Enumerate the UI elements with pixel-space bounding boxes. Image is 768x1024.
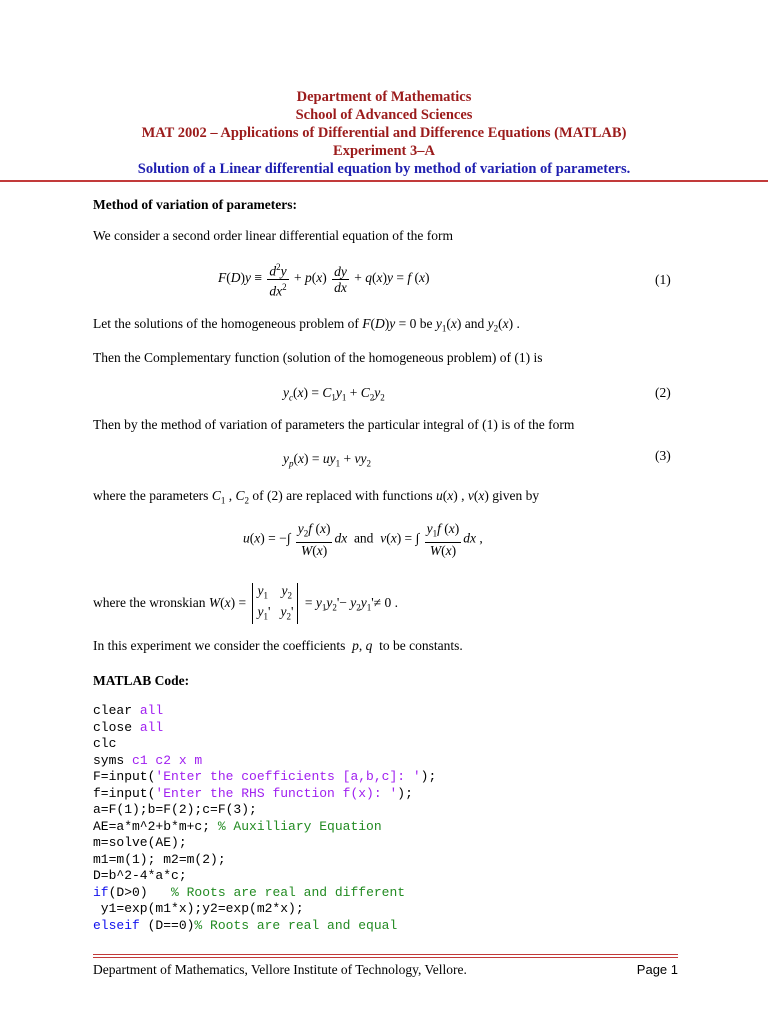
code-string: 'Enter the coefficients [a,b,c]: ' bbox=[155, 769, 421, 784]
paragraph-particular: Then by the method of variation of parameters the particular integral of (1) is of the form bbox=[93, 417, 575, 432]
paragraph-constants: In this experiment we consider the coefficients p, q to be constants. bbox=[93, 638, 463, 653]
code-text: F=input( bbox=[93, 769, 156, 784]
code-text: close bbox=[93, 719, 140, 735]
footer-text: Department of Mathematics, Vellore Institute of Technology, Vellore. bbox=[93, 962, 467, 977]
code-keyword: elseif bbox=[93, 917, 140, 933]
code-line bbox=[93, 901, 436, 918]
paragraph-complementary: Then the Complementary function (solution of the homogeneous problem) of (1) is bbox=[93, 350, 543, 365]
code-line bbox=[93, 918, 436, 935]
matlab-code-block bbox=[93, 703, 436, 934]
code-line bbox=[93, 753, 436, 770]
code-comment: % Auxilliary Equation bbox=[217, 818, 382, 834]
code-line bbox=[93, 802, 436, 819]
footer-rule bbox=[93, 954, 678, 958]
experiment-title: Experiment 3–A bbox=[333, 143, 435, 159]
code-line bbox=[93, 852, 436, 869]
header-rule bbox=[0, 180, 768, 182]
code-text: clear bbox=[93, 703, 140, 718]
code-string: all bbox=[139, 703, 164, 718]
equation-3-number: (3) bbox=[655, 448, 671, 463]
code-text: ); bbox=[420, 769, 437, 784]
code-line bbox=[93, 769, 436, 786]
code-string: c1 c2 x m bbox=[132, 752, 203, 768]
code-title: MATLAB Code: bbox=[93, 673, 190, 688]
school-title: School of Advanced Sciences bbox=[295, 107, 473, 123]
topic-title: Solution of a Linear differential equation by method of variation of parameters. bbox=[137, 161, 631, 177]
section-title: Method of variation of parameters: bbox=[93, 197, 297, 212]
paragraph-parameters: where the parameters $C_1$ , $C_2$ of (2) are replaced with functions u(x) , v(x) given by bbox=[93, 488, 540, 506]
code-text: D=b^2-4*a*c; bbox=[93, 868, 187, 883]
code-line bbox=[93, 835, 436, 852]
code-line bbox=[93, 885, 436, 902]
paragraph-homogeneous: Let the solutions of the homogeneous problem of F(D)y = 0 be $y_1(x)$ and $y_2(x)$ . bbox=[93, 316, 520, 334]
equation-1: F(D)y ≡ $\frac{d^2y}{dx^2}$ + p(x) $\frac{dy}{dx}$ + q(x)y = f (x) bbox=[218, 262, 430, 298]
code-text: syms bbox=[93, 752, 133, 768]
code-text: clc bbox=[93, 736, 117, 751]
equation-3: $y_p(x) = uy_1 + vy_2$ bbox=[283, 451, 371, 469]
code-string: 'Enter the RHS function f(x): ' bbox=[155, 785, 398, 801]
code-text: m1=m(1); m2=m(2); bbox=[93, 851, 226, 867]
code-string: all bbox=[139, 719, 164, 735]
code-line bbox=[93, 786, 436, 803]
code-line bbox=[93, 736, 436, 753]
code-line bbox=[93, 819, 436, 836]
code-text: AE=a*m^2+b*m+c; bbox=[93, 818, 218, 834]
paragraph-wronskian: where the wronskian W(x) = $y_1$ $y_2$ $y_1'$ $y_2'$ = $y_1y_2'- y_2y_1'\ne 0$ . bbox=[93, 583, 398, 624]
code-text: (D==0) bbox=[139, 917, 195, 933]
dept-title: Department of Mathematics bbox=[296, 89, 472, 105]
code-text: ); bbox=[397, 785, 413, 801]
code-text: a=F(1);b=F(2);c=F(3); bbox=[93, 802, 257, 817]
code-comment: % Roots are real and equal bbox=[194, 917, 398, 933]
equation-u-v: u(x) = −∫ $\frac{y_2f (x)}{W(x)}$ dx and v(x) = ∫ $\frac{y_1f (x)}{W(x)}$ dx , bbox=[243, 521, 483, 558]
equation-2: $y_c(x) = C_1y_1 + C_2y_2$ bbox=[283, 385, 385, 403]
code-line bbox=[93, 868, 436, 885]
code-text: (D>0) bbox=[108, 884, 172, 900]
code-text: m=solve(AE); bbox=[93, 835, 187, 850]
paragraph-intro: We consider a second order linear differential equation of the form bbox=[93, 228, 454, 243]
code-text: f=input( bbox=[93, 785, 156, 801]
equation-1-number: (1) bbox=[655, 272, 671, 287]
equation-2-number: (2) bbox=[655, 385, 671, 400]
code-comment: % Roots are real and different bbox=[171, 884, 406, 900]
footer bbox=[93, 962, 678, 978]
code-text: y1=exp(m1*x);y2=exp(m2*x); bbox=[93, 901, 304, 916]
course-title: MAT 2002 – Applications of Differential and Difference Equations (MATLAB) bbox=[141, 125, 627, 141]
code-keyword: if bbox=[93, 884, 109, 900]
code-line bbox=[93, 720, 436, 737]
page-number: Page 1 bbox=[636, 962, 678, 977]
code-line bbox=[93, 703, 436, 720]
